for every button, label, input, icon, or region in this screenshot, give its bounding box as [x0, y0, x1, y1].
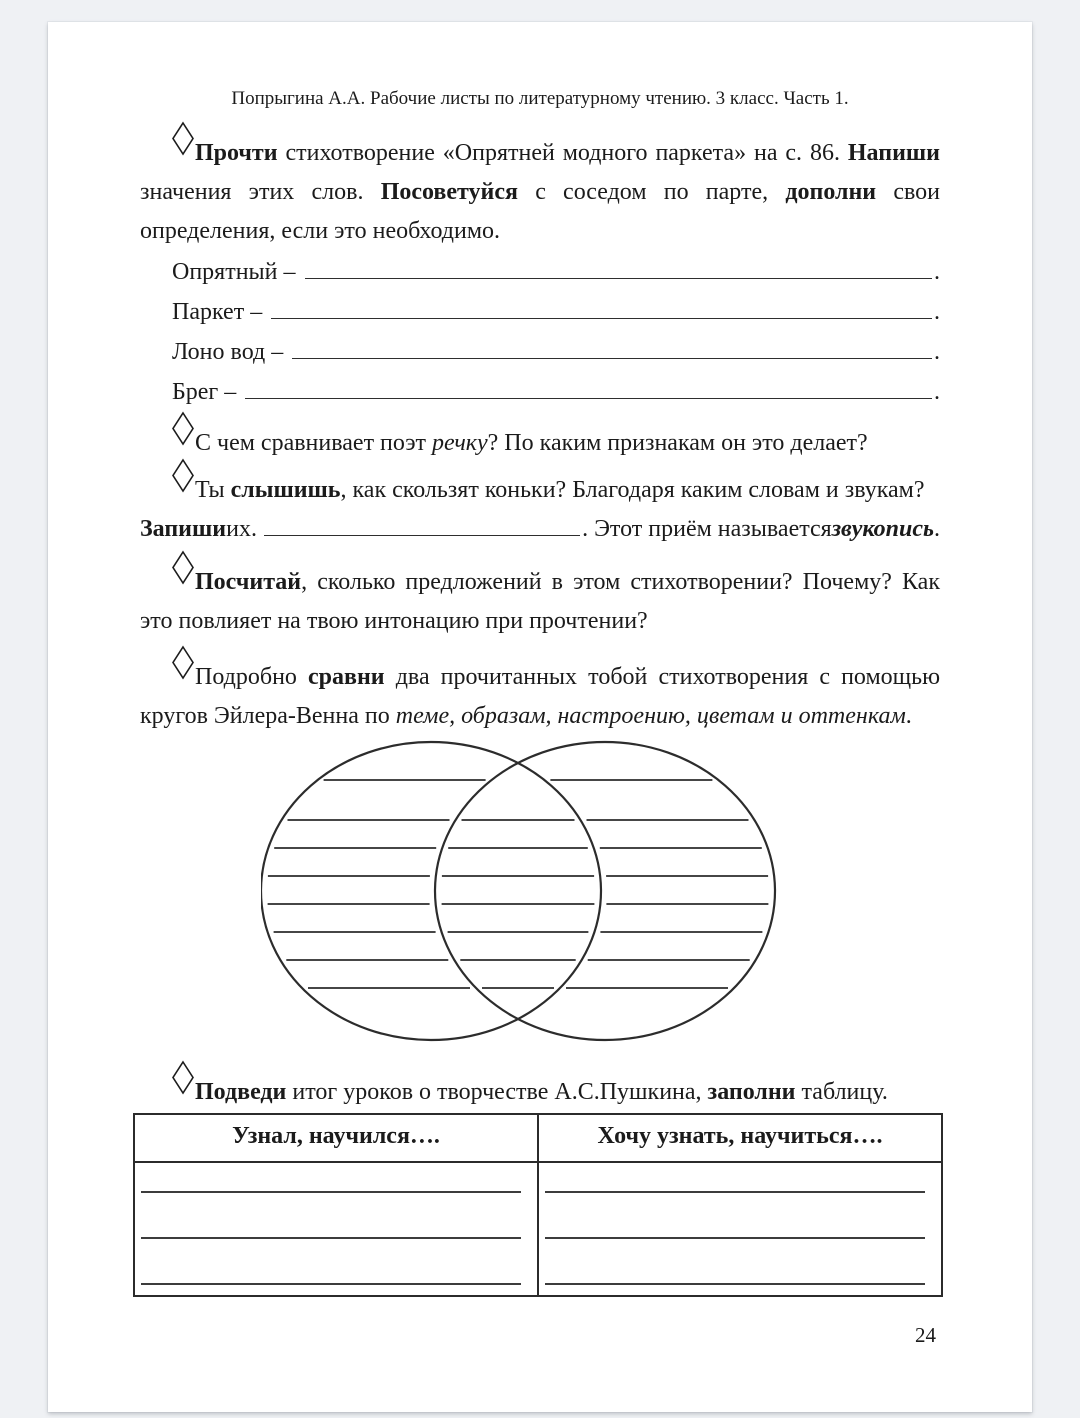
- table-row: [134, 1162, 942, 1296]
- period: .: [934, 259, 940, 285]
- task-4-text: Посчитай, сколько предложений в этом стихотворении? Почему? Как это повлияет на твою интонацию при прочтении?: [140, 569, 940, 634]
- table-cell-want-to-learn[interactable]: [538, 1162, 942, 1296]
- task-3: [140, 471, 940, 510]
- task-4: [140, 563, 940, 641]
- diamond-bullet-icon: [172, 683, 195, 684]
- period: .: [934, 379, 940, 405]
- table-write-line[interactable]: [545, 1239, 925, 1285]
- vocabulary-blanks: [140, 259, 940, 419]
- venn-circle-right: [435, 742, 775, 1040]
- task-5-text: Подробно сравни два прочитанных тобой стихотворения с помощью кругов Эйлера-Венна по теме, образам, настроению, цветам и оттенкам.: [140, 664, 941, 729]
- page-number: 24: [915, 1323, 936, 1347]
- diamond-bullet-icon: [172, 449, 195, 450]
- venn-diagram-container: [261, 737, 781, 1047]
- diamond-bullet-icon: [172, 588, 195, 589]
- fill-in-line[interactable]: [245, 397, 932, 399]
- table-write-line[interactable]: [141, 1239, 521, 1285]
- vocab-row: [172, 259, 940, 299]
- table-header-learned: Узнал, научился….: [134, 1114, 538, 1162]
- table-cell-learned[interactable]: [134, 1162, 538, 1296]
- worksheet-page: [48, 22, 1032, 1412]
- task-3-answer-line: Запиши их. . Этот приём называется звукопись .: [140, 516, 940, 542]
- task-1: [140, 134, 940, 251]
- task-6: [140, 1073, 940, 1112]
- task-2: [140, 424, 940, 463]
- fill-in-line[interactable]: [264, 534, 580, 536]
- summary-table: [133, 1113, 943, 1297]
- table-header-want-to-learn: Хочу узнать, научиться….: [538, 1114, 942, 1162]
- running-header: Попрыгина А.А. Рабочие листы по литературному чтению. 3 класс. Часть 1.: [231, 88, 849, 109]
- diamond-bullet-icon: [172, 496, 195, 497]
- task-2-text: С чем сравнивает поэт речку? По каким признакам он это делает?: [195, 430, 868, 456]
- vocab-row: [172, 299, 940, 339]
- task-3-text: Ты слышишь, как скользят коньки? Благодаря каким словам и звукам?: [195, 477, 925, 503]
- vocab-row: [172, 339, 940, 379]
- vocab-term-label: Брег –: [172, 379, 237, 405]
- task-1-text: Прочти стихотворение «Опрятней модного паркета» на с. 86. Напиши значения этих слов. Посоветуйся с соседом по парте, дополни свои определения, если это необходимо.: [140, 140, 941, 244]
- task-5: [140, 658, 940, 736]
- table-write-line[interactable]: [141, 1163, 521, 1193]
- vocab-row: [172, 379, 940, 419]
- vocab-term-label: Опрятный –: [172, 259, 296, 285]
- fill-in-line[interactable]: [305, 277, 932, 279]
- fill-in-line[interactable]: [292, 357, 932, 359]
- diamond-bullet-icon: [172, 159, 195, 160]
- diamond-bullet-icon: [172, 1098, 195, 1099]
- vocab-term-label: Паркет –: [172, 299, 263, 325]
- table-write-line[interactable]: [545, 1193, 925, 1239]
- period: .: [934, 299, 940, 325]
- venn-diagram: [261, 737, 781, 1047]
- table-write-line[interactable]: [141, 1193, 521, 1239]
- task-6-text: Подведи итог уроков о творчестве А.С.Пушкина, заполни таблицу.: [195, 1079, 888, 1105]
- period: .: [934, 339, 940, 365]
- table-write-line[interactable]: [545, 1163, 925, 1193]
- venn-circle-left: [261, 742, 601, 1040]
- vocab-term-label: Лоно вод –: [172, 339, 284, 365]
- fill-in-line[interactable]: [271, 317, 932, 319]
